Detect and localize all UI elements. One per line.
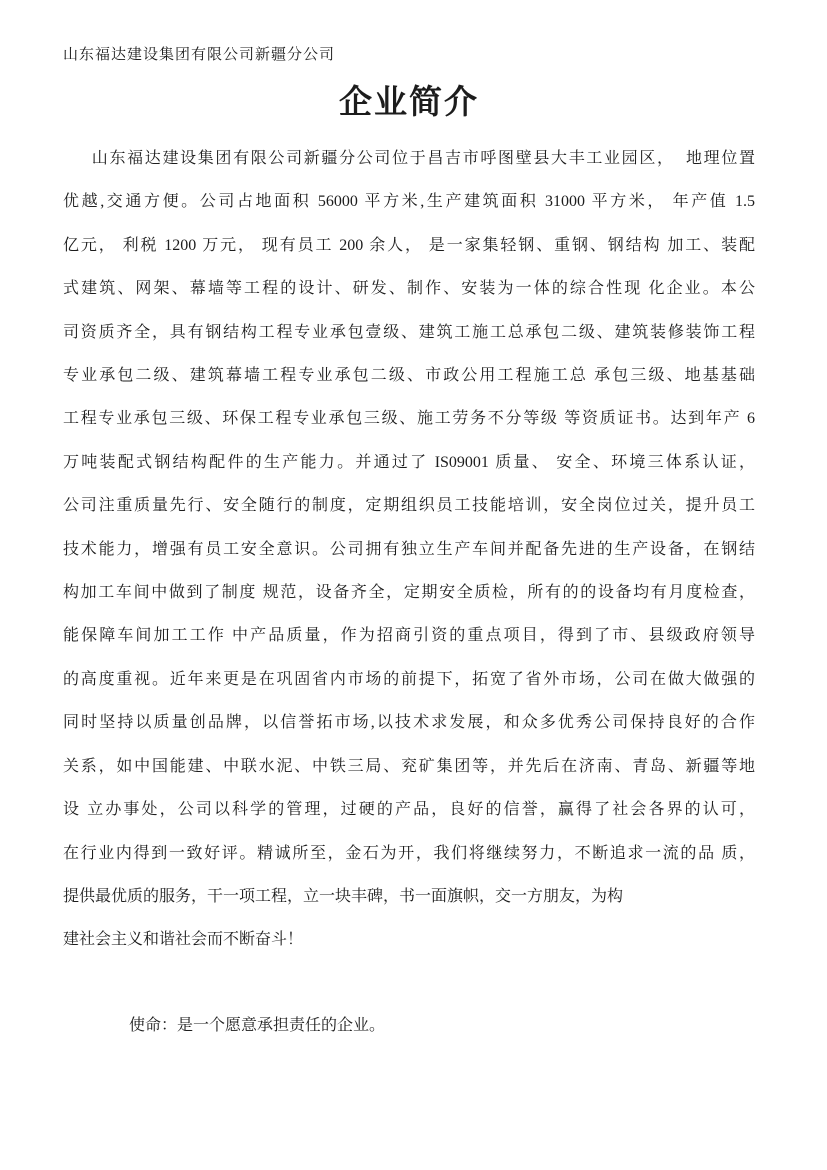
body-line: 关系，如中国能建、中联水泥、中铁三局、兖矿集团等，并先后在济南、青岛、新疆等地 — [63, 757, 755, 775]
document-body — [63, 137, 755, 962]
body-line: 建社会主义和谐社会而不断奋斗！ — [63, 931, 304, 949]
body-line: 山东福达建设集团有限公司新疆分公司位于昌吉市呼图壁县大丰工业园区， 地理位置 — [91, 150, 755, 167]
body-line: 工程专业承包三级、环保工程专业承包三级、施工劳务不分等级 等资质证书。达到年产 6 — [63, 410, 755, 428]
body-line: 在行业内得到一致好评。精诚所至，金石为开，我们将继续努力，不断追求一流的品 质， — [63, 844, 755, 862]
body-line: 能保障车间加工工作 中产品质量，作为招商引资的重点项目，得到了市、县级政府领导 — [63, 627, 755, 645]
body-line: 同时坚持以质量创品牌，以信誉拓市场,以技术求发展，和众多优秀公司保持良好的合作 — [63, 714, 755, 732]
mission-statement: 使命：是一个愿意承担责任的企业。 — [129, 1016, 386, 1034]
body-line: 万吨装配式钢结构配件的生产能力。并通过了 IS09001 质量、 安全、环境三体系认证， — [63, 453, 755, 471]
document-title: 企业简介 — [339, 85, 479, 121]
body-line: 亿元， 利税 1200 万元， 现有员工 200 余人， 是一家集轻钢、重钢、钢结构 加工、装配 — [63, 236, 755, 254]
body-line: 司资质齐全，具有钢结构工程专业承包壹级、建筑工施工总承包二级、建筑装修装饰工程 — [63, 323, 755, 341]
body-line: 专业承包二级、建筑幕墙工程专业承包二级、市政公用工程施工总 承包三级、地基基础 — [63, 367, 755, 385]
body-line: 设 立办事处，公司以科学的管理，过硬的产品，良好的信誉，赢得了社会各界的认可， — [63, 801, 755, 819]
body-line: 提供最优质的服务，干一项工程，立一块丰碑，书一面旗帜，交一方朋友，为构 — [63, 887, 624, 905]
body-line: 优越,交通方便。公司占地面积 56000 平方米,生产建筑面积 31000 平方米， 年产值 1.5 — [63, 193, 755, 211]
body-line: 构加工车间中做到了制度 规范，设备齐全，定期安全质检，所有的的设备均有月度检查， — [63, 584, 755, 602]
body-line: 技术能力，增强有员工安全意识。公司拥有独立生产车间并配备先进的生产设备，在钢结 — [63, 540, 755, 558]
body-line: 式建筑、网架、幕墙等工程的设计、研发、制作、安装为一体的综合性现 化企业。本公 — [63, 280, 755, 298]
body-line: 公司注重质量先行、安全随行的制度，定期组织员工技能培训，安全岗位过关，提升员工 — [63, 497, 755, 515]
body-line: 的高度重视。近年来更是在巩固省内市场的前提下，拓宽了省外市场，公司在做大做强的 — [63, 670, 755, 688]
company-name-header: 山东福达建设集团有限公司新疆分公司 — [63, 47, 336, 63]
